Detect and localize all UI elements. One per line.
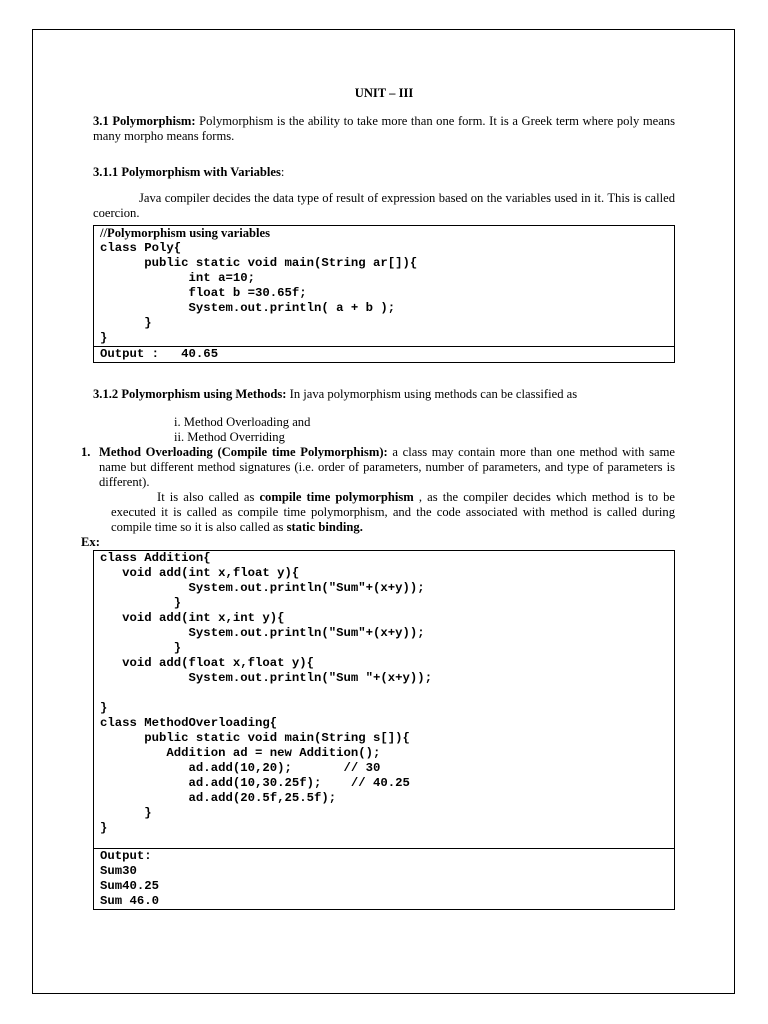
code-line: } (100, 596, 182, 610)
section-3-1-heading: 3.1 Polymorphism: (93, 114, 196, 128)
code-line: } (100, 806, 152, 820)
overloading-heading: Method Overloading (Compile time Polymorphism): (99, 445, 388, 459)
code-line: System.out.println( a + b ); (100, 301, 396, 315)
section-3-1-2 (93, 387, 675, 402)
unit-title: UNIT – III (354, 86, 414, 100)
methods-list (93, 415, 675, 445)
code-line: System.out.println("Sum"+(x+y)); (100, 626, 425, 640)
code-line: public static void main(String ar[]){ (100, 256, 418, 270)
overloading-para-2 (93, 490, 675, 535)
code-line: } (100, 701, 108, 715)
code-line: class MethodOverloading{ (100, 716, 278, 730)
overloading-p2-d: static binding. (286, 520, 363, 534)
section-3-1-1-text: Java compiler decides the data type of result of expression based on the variables used in it. This is called coercion. (93, 191, 675, 220)
code-block-variables-title: //Polymorphism using variables (100, 226, 271, 240)
code-output-line: Output: (100, 849, 152, 863)
code-line: } (100, 316, 152, 330)
code-line: float b =30.65f; (100, 286, 307, 300)
code-output-line: Sum40.25 (100, 879, 160, 893)
code-output: Output : 40.65 (100, 347, 219, 361)
code-line: Addition ad = new Addition(); (100, 746, 381, 760)
overloading-p2-b: compile time polymorphism (259, 490, 414, 504)
list-item: i. Method Overloading and (174, 415, 311, 429)
section-3-1-text: Polymorphism is the ability to take more than one form. It is a Greek term where poly means many morpho means forms. (93, 114, 675, 143)
code-line: void add(float x,float y){ (100, 656, 315, 670)
code-output-line: Sum 46.0 (100, 894, 160, 908)
overloading-p2-c: , as the compiler decides which method is to be executed it is called as compile time polymorphism, and the code associated with method is called during compile time so it is also called as (111, 490, 675, 534)
code-line: } (100, 641, 182, 655)
code-line: System.out.println("Sum "+(x+y)); (100, 671, 433, 685)
section-3-1-1-heading-line (93, 165, 675, 180)
document-content (81, 86, 675, 910)
code-block-overloading (93, 550, 675, 910)
overloading-p2-a: It is also called as (157, 490, 260, 504)
section-3-1-1-heading: 3.1.1 Polymorphism with Variables (93, 165, 281, 179)
code-line (94, 686, 674, 701)
code-line: } (100, 331, 108, 345)
overloading-number: 1. (81, 445, 91, 459)
code-line: void add(int x,float y){ (100, 566, 300, 580)
section-3-1-2-heading: 3.1.2 Polymorphism using Methods: (93, 387, 287, 401)
overloading-text: a class may contain more than one method with same name but different method signatures (i.e. order of parameters, number of parameters, and type of parameters is different). (99, 445, 675, 489)
section-3-1-2-text: In java polymorphism using methods can be classified as (286, 387, 578, 401)
code-line: ad.add(10,30.25f); // 40.25 (100, 776, 410, 790)
code-line: } (100, 821, 108, 835)
code-line: void add(int x,int y){ (100, 611, 285, 625)
overloading-section (81, 445, 675, 490)
code-line: int a=10; (100, 271, 255, 285)
code-line: ad.add(10,20); // 30 (100, 761, 381, 775)
list-item: ii. Method Overriding (174, 430, 285, 444)
code-line: public static void main(String s[]){ (100, 731, 410, 745)
code-line: System.out.println("Sum"+(x+y)); (100, 581, 425, 595)
code-line: class Poly{ (100, 241, 182, 255)
example-label: Ex: (81, 535, 100, 549)
overloading-para (99, 445, 675, 490)
code-line: ad.add(20.5f,25.5f); (100, 791, 337, 805)
code-block-variables (93, 225, 675, 363)
section-3-1-1-colon: : (280, 165, 285, 179)
code-output-line: Sum30 (100, 864, 137, 878)
code-line: class Addition{ (100, 551, 211, 565)
section-3-1 (93, 114, 675, 144)
